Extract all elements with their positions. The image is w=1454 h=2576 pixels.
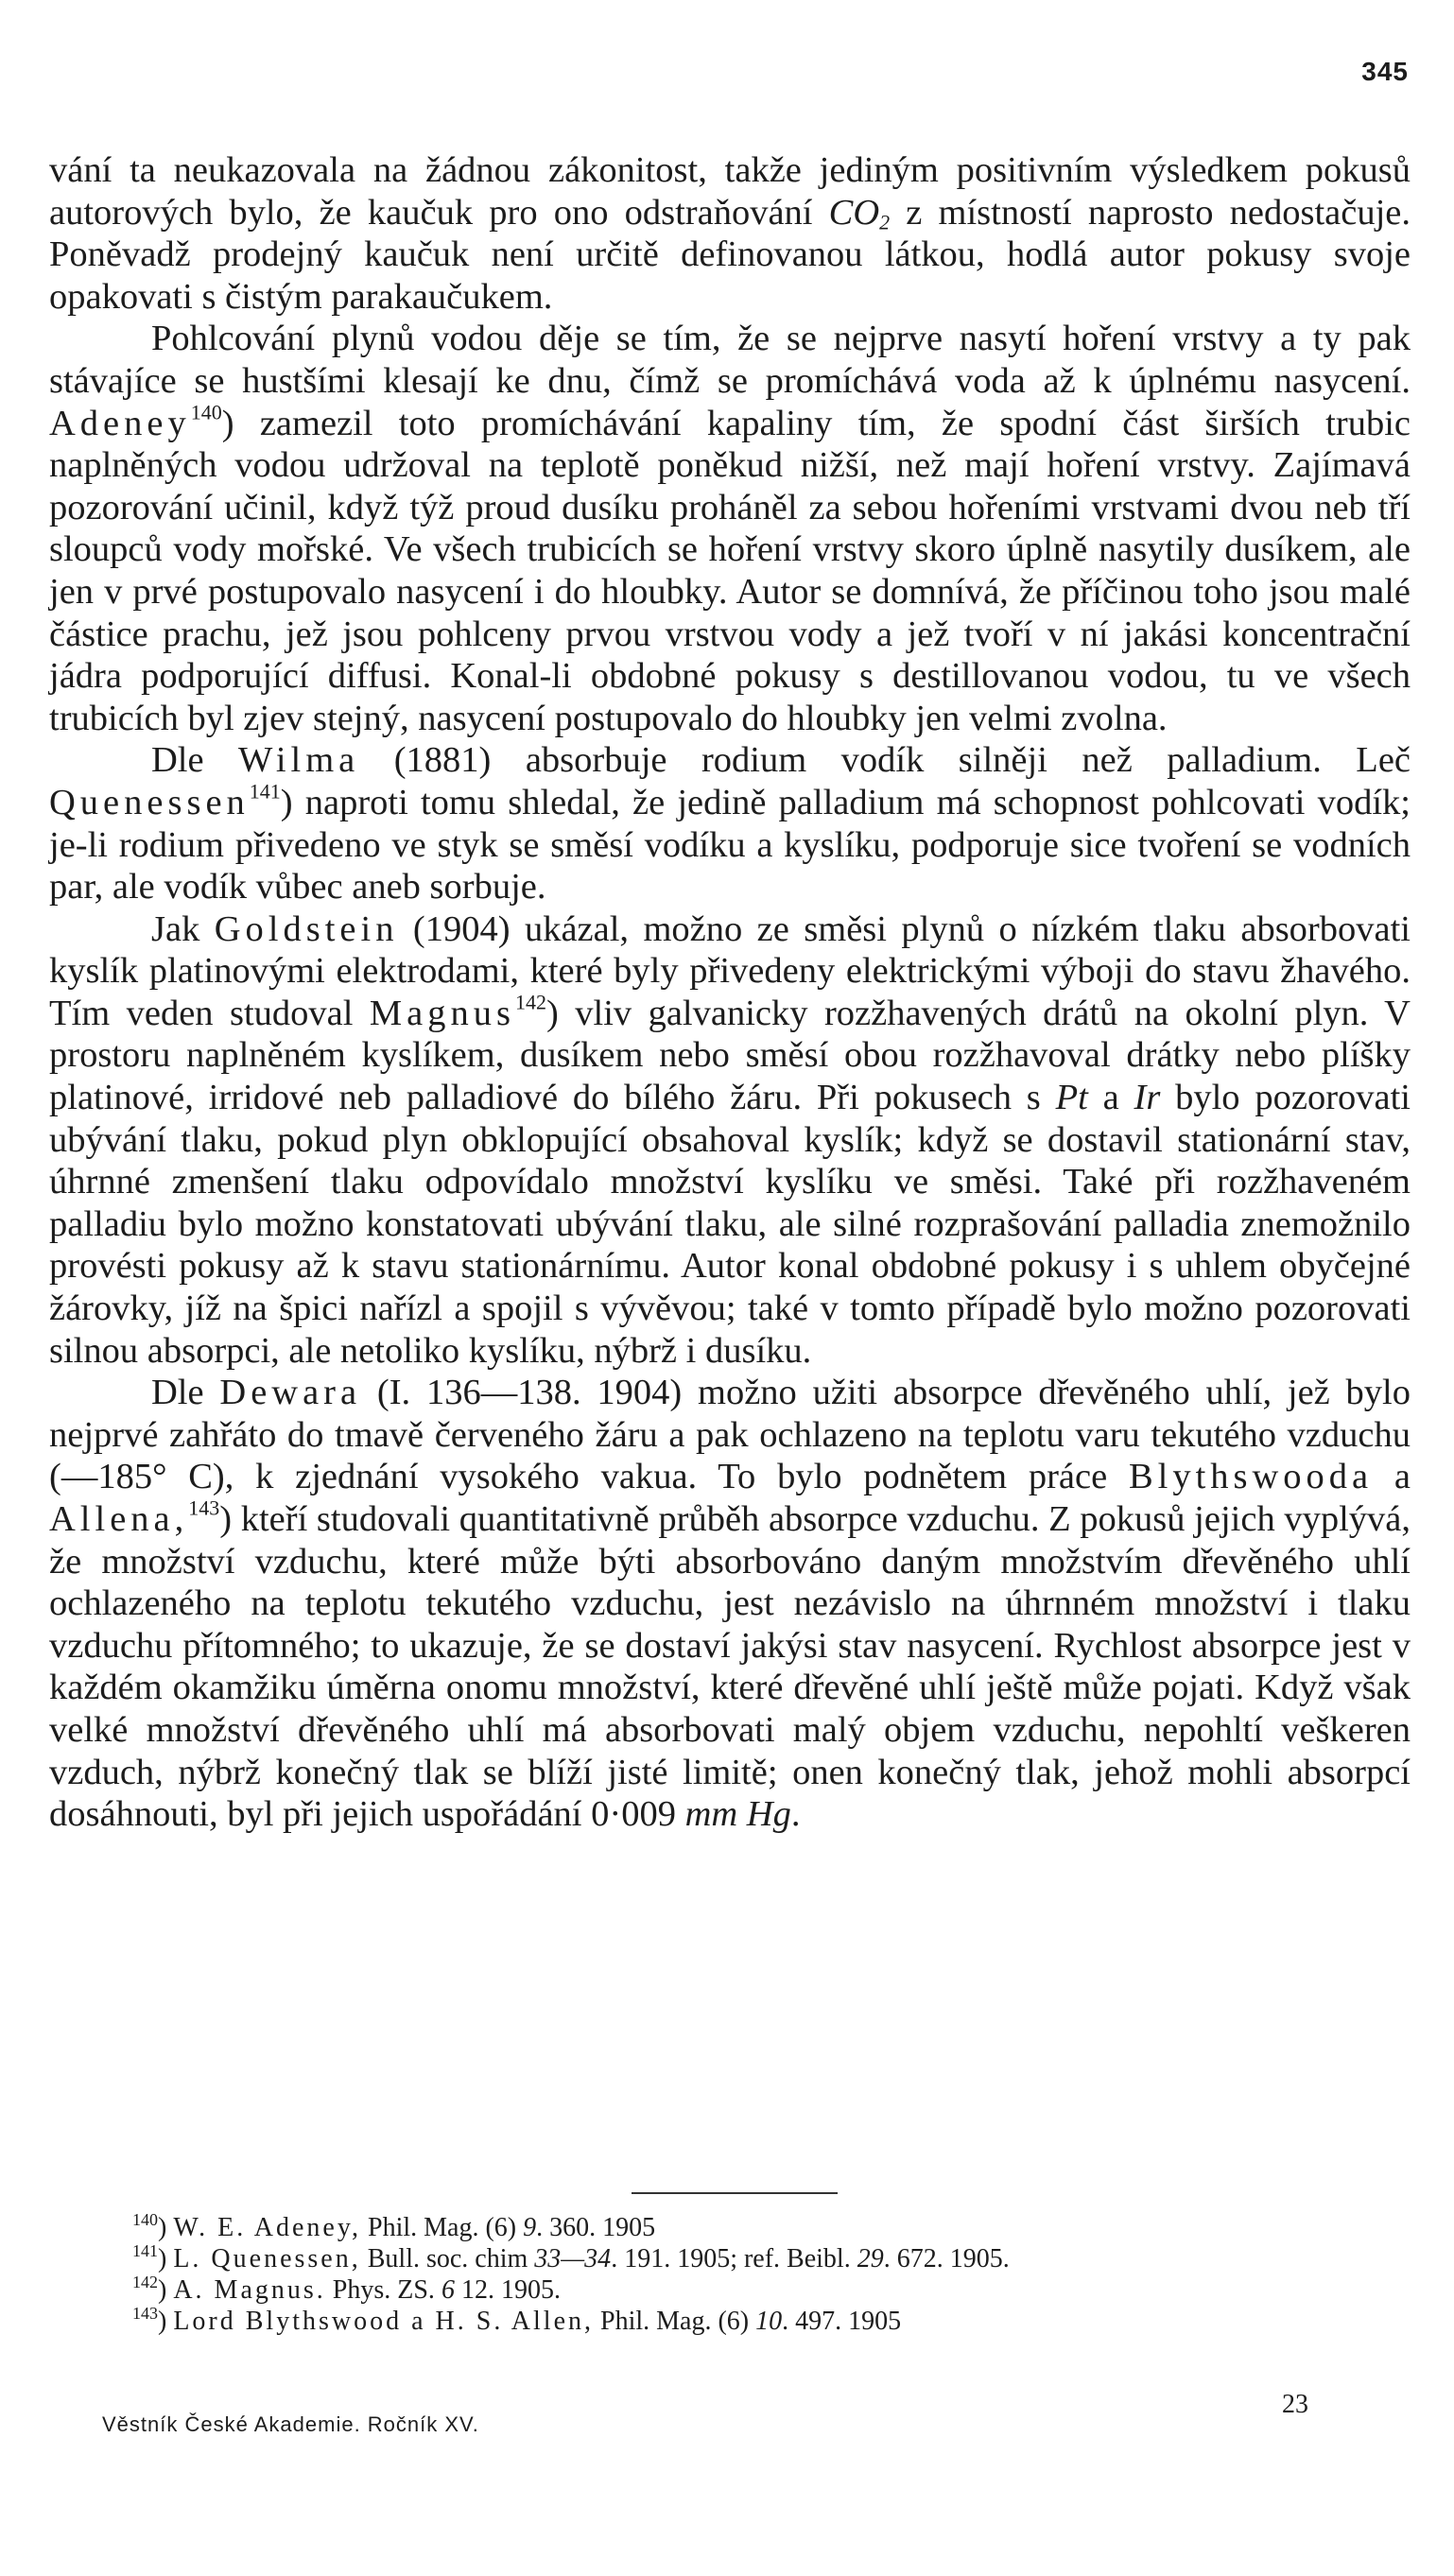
paragraph-3 bbox=[49, 739, 1411, 908]
author-name: Wilma bbox=[238, 740, 360, 781]
footnote-volume: 6 bbox=[441, 2275, 455, 2305]
text-run: Dle bbox=[151, 1373, 220, 1413]
text-run: a bbox=[1087, 1078, 1134, 1118]
paragraph-2 bbox=[49, 318, 1411, 739]
text-run: Jak bbox=[151, 908, 215, 949]
footnote-author: A. Magnus. bbox=[173, 2275, 326, 2305]
footnote-divider bbox=[632, 2192, 838, 2194]
formula-subscript: 2 bbox=[879, 210, 891, 234]
author-name: Quenessen bbox=[49, 782, 250, 822]
footnote-paren: ) bbox=[158, 2275, 174, 2305]
journal-footer: Věstník České Akademie. Ročník XV. bbox=[102, 2412, 479, 2436]
chemical-symbol: Pt bbox=[1055, 1078, 1088, 1118]
text-run: ) naproti tomu shledal, že jedině palladium má schopnost pohlcovati vodík; je-li rodium přivedeno ve styk se směsí vodíku a kyslíku, podporuje sice tvoření se vodních par, ale vodík vůbec aneb sorbuje. bbox=[49, 782, 1411, 908]
footnote-text: Phil. Mag. (6) bbox=[594, 2307, 756, 2336]
text-run: Pohlcování plynů vodou děje se tím, že se nejprve nasytí hoření vrstvy a ty pak stávajíce se hustšími klesají ke dnu, čímž se promíchává voda až k úplnému nasycení. bbox=[49, 319, 1411, 401]
footnote-volume: 10 bbox=[755, 2307, 783, 2336]
footnote-volume: 9 bbox=[523, 2213, 537, 2242]
body-text bbox=[49, 149, 1411, 1836]
footnote-142 bbox=[132, 2274, 1418, 2306]
footnotes bbox=[132, 2212, 1418, 2337]
footnote-text: Phys. ZS. bbox=[325, 2275, 441, 2305]
footnote-volume: 33—34 bbox=[534, 2244, 612, 2273]
unit-text: mm Hg bbox=[684, 1794, 791, 1835]
footnote-ref: 143 bbox=[188, 1495, 220, 1520]
author-name: Allena, bbox=[49, 1499, 189, 1539]
text-run: Dle bbox=[151, 740, 239, 781]
paragraph-5 bbox=[49, 1372, 1411, 1836]
text-run: . bbox=[790, 1794, 801, 1835]
footnote-author: L. Quenessen, bbox=[173, 2244, 361, 2273]
footnote-text: . 497. 1905 bbox=[782, 2307, 902, 2336]
footnote-text: . 360. 1905 bbox=[536, 2213, 656, 2242]
text-run: a bbox=[1373, 1457, 1411, 1497]
footnote-text: . 191. 1905; ref. Beibl. bbox=[611, 2244, 857, 2273]
footnote-text: Phil. Mag. (6) bbox=[361, 2213, 524, 2242]
text-run: bylo pozorovati ubývání tlaku, pokud plyn obklopující obsahoval kyslík; když se dostavil stationární stav, úhrnné zmenšení tlaku odpovídalo množství kyslíku ve směsi. Také při rozžhaveném palladiu bylo možno konstatovati ubývání tlaku, ale silné rozprašování palladia znemožnilo provésti pokusy až k stavu stationárnímu. Autor konal obdobné pokusy i s uhlem obyčejné žárovky, jíž na špici nařízl a spojil s vývěvou; také v tomto případě bylo možno pozorovati silnou absorpci, ale netoliko kyslíku, nýbrž i dusíku. bbox=[49, 1078, 1411, 1371]
formula-co2 bbox=[829, 193, 890, 233]
footnote-140 bbox=[132, 2212, 1418, 2243]
signature-mark: 23 bbox=[1282, 2390, 1308, 2419]
formula-co: CO bbox=[828, 192, 880, 233]
author-name: Magnus bbox=[369, 993, 515, 1033]
chemical-symbol: Ir bbox=[1134, 1078, 1161, 1118]
footnote-141 bbox=[132, 2243, 1418, 2274]
footnote-mark: 140 bbox=[132, 2210, 158, 2230]
footnote-ref: 141 bbox=[249, 779, 281, 804]
footnote-143 bbox=[132, 2306, 1418, 2337]
footnote-paren: ) bbox=[158, 2307, 174, 2336]
footnote-volume: 29 bbox=[857, 2244, 884, 2273]
text-run: (I. 136—138. 1904) možno užiti absorpce dřevěného uhlí, jež bylo nejprvé zahřáto do tmavě červeného žáru a pak ochlazeno na teplotu varu tekutého vzduchu (—185° C), k zjednání vysokého vakua. To bylo podnětem práce bbox=[49, 1373, 1411, 1497]
footnote-ref: 140 bbox=[190, 400, 222, 424]
footnote-author: W. E. Adeney, bbox=[173, 2213, 362, 2242]
footnote-text: Bull. soc. chim bbox=[360, 2244, 535, 2273]
text-run: ) kteří studovali quantitativně průběh absorpce vzduchu. Z pokusů jejich vyplývá, že množství vzduchu, které může býti absorbováno daným množstvím dřevěného uhlí ochlazeného na teplotu tekutého vzduchu, jest nezávislo na úhrnném množství i tlaku vzduchu přítomného; to ukazuje, že se dostaví jakýsi stav nasycení. Rychlost absorpce jest v každém okamžiku úměrna onomu množství, které dřevěné uhlí ještě může pojati. Když však velké množství dřevěného uhlí má absorbovati malý objem vzduchu, nepohltí veškeren vzduch, nýbrž konečný tlak se blíží jisté limitě; onen konečný tlak, jehož mohli absorpcí dosáhnouti, byl při jejich uspořádání 0·009 bbox=[49, 1499, 1411, 1835]
author-name: Adeney bbox=[49, 403, 191, 443]
footnote-text: . 672. 1905. bbox=[883, 2244, 1010, 2273]
footnote-paren: ) bbox=[158, 2244, 174, 2273]
footnote-mark: 141 bbox=[132, 2241, 158, 2261]
footnote-author: Lord Blythswood a H. S. Allen, bbox=[173, 2307, 594, 2336]
footnote-mark: 143 bbox=[132, 2304, 158, 2324]
text-run: ) vliv galvanicky rozžhavených drátů na okolní plyn. V prostoru naplněném kyslíkem, dusíkem nebo směsí obou rozžhavoval drátky nebo plíšky platinové, irridové neb palladiové do bílého žáru. Při pokusech s bbox=[49, 993, 1411, 1118]
author-name: Dewara bbox=[219, 1373, 362, 1413]
paragraph-4 bbox=[49, 908, 1411, 1373]
author-name: Goldstein bbox=[214, 908, 399, 949]
text-run: z místností naprosto nedostačuje. Poněvadž prodejný kaučuk není určitě definovanou látkou, hodlá autor pokusy svoje opakovati s čistým parakaučukem. bbox=[49, 192, 1411, 317]
author-name: Blythswooda bbox=[1128, 1457, 1374, 1497]
text-run: (1881) absorbuje rodium vodík silněji než palladium. Leč bbox=[359, 740, 1411, 781]
paragraph-1 bbox=[49, 149, 1411, 318]
footnote-ref: 142 bbox=[514, 990, 546, 1014]
footnote-text: 12. 1905. bbox=[454, 2275, 561, 2305]
text-run: (1904) ukázal, možno ze směsi plynů o nízkém tlaku absorbovati kyslík platinovými elektrodami, které byly přivedeny elektrickými výboji do stavu žhavého. Tím veden studoval bbox=[49, 908, 1411, 1033]
footnote-mark: 142 bbox=[132, 2273, 158, 2292]
text-run: ) zamezil toto promíchávání kapaliny tím, že spodní část širších trubic naplněných vodou udržoval na teplotě poněkud nižší, než mají hoření vrstvy. Zajímavá pozorování učinil, když týž proud dusíku proháněl za sebou hořeními vrstvami dvou neb tří sloupců vody mořské. Ve všech trubicích se hoření vrstvy skoro úplně nasytily dusíkem, ale jen v prvé postupovalo nasycení i do hloubky. Autor se domnívá, že příčinou toho jsou malé částice prachu, jež jsou pohlceny prvou vrstvou vody a jež tvoří v ní jakási koncentrační jádra podporující diffusi. Konal-li obdobné pokusy s destillovanou vodou, tu ve všech trubicích byl zjev stejný, nasycení postupovalo do hloubky jen velmi zvolna. bbox=[49, 403, 1411, 738]
footnote-paren: ) bbox=[158, 2213, 174, 2242]
page-number: 345 bbox=[1361, 57, 1409, 86]
text-run: vání ta neukazovala na žádnou zákonitost, takže jediným positivním výsledkem pokusů autorových bylo, že kaučuk pro ono odstraňování bbox=[49, 150, 1411, 233]
